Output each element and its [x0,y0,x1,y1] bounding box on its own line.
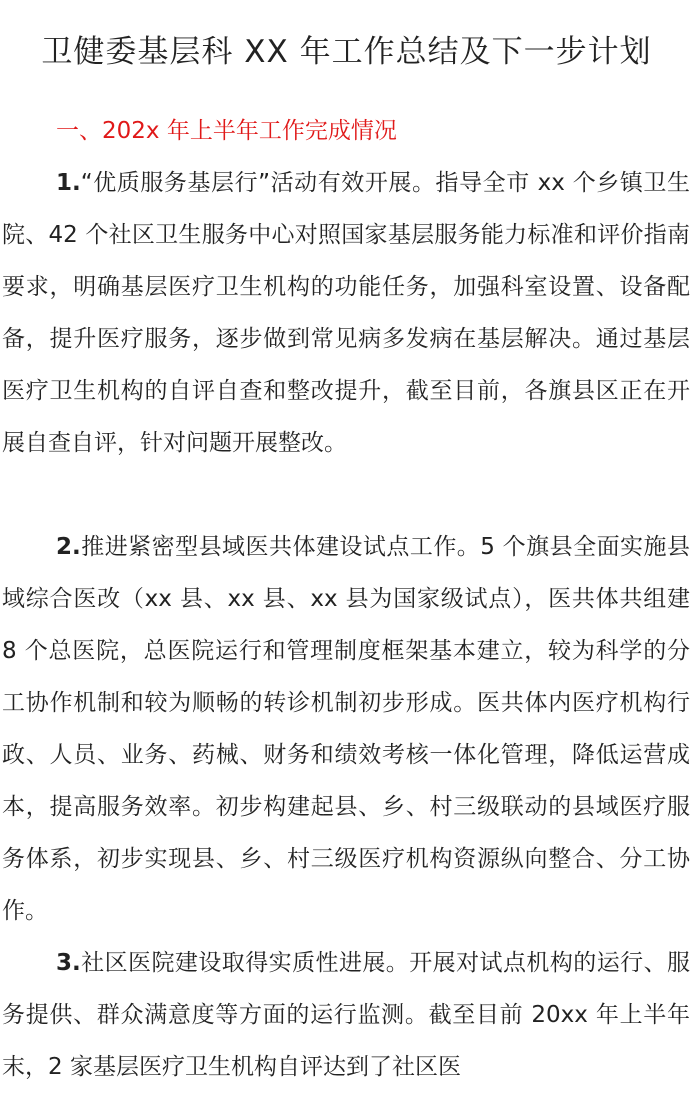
paragraph-3-text: 社区医院建设取得实质性进展。开展对试点机构的运行、服务提供、群众满意度等方面的运行监测。截至目前 20xx 年上半年末，2 家基层医疗卫生机构自评达到了社区医 [2,950,690,1080]
paragraph-2-number: 2. [56,534,81,560]
paragraph-1-text: “优质服务基层行”活动有效开展。指导全市 xx 个乡镇卫生院、42 个社区卫生服务中心对照国家基层服务能力标准和评价指南要求，明确基层医疗卫生机构的功能任务，加强科室设置、设备配备，提升医疗服务，逐步做到常见病多发病在基层解决。通过基层医疗卫生机构的自评自查和整改提升，截至目前，各旗县区正在开展自查自评，针对问题开展整改。 [2,170,690,456]
paragraph-1 [2,157,690,469]
paragraph-2 [2,521,690,937]
paragraph-2-text: 推进紧密型县域医共体建设试点工作。5 个旗县全面实施县域综合医改（xx 县、xx 县、xx 县为国家级试点），医共体共组建 8 个总医院，总医院运行和管理制度框架基本建立，较为科学的分工协作机制和较为顺畅的转诊机制初步形成。医共体内医疗机构行政、人员、业务、药械、财务和绩效考核一体化管理，降低运营成本，提高服务效率。初步构建起县、乡、村三级联动的县域医疗服务体系，初步实现县、乡、村三级医疗机构资源纵向整合、分工协作。 [2,534,690,924]
document-title: 卫健委基层科 XX 年工作总结及下一步计划 [41,34,652,70]
section-heading: 一、202x 年上半年工作完成情况 [56,118,397,144]
paragraph-3-number: 3. [56,950,81,976]
paragraph-1-number: 1. [56,170,81,196]
paragraph-3 [2,937,690,1093]
